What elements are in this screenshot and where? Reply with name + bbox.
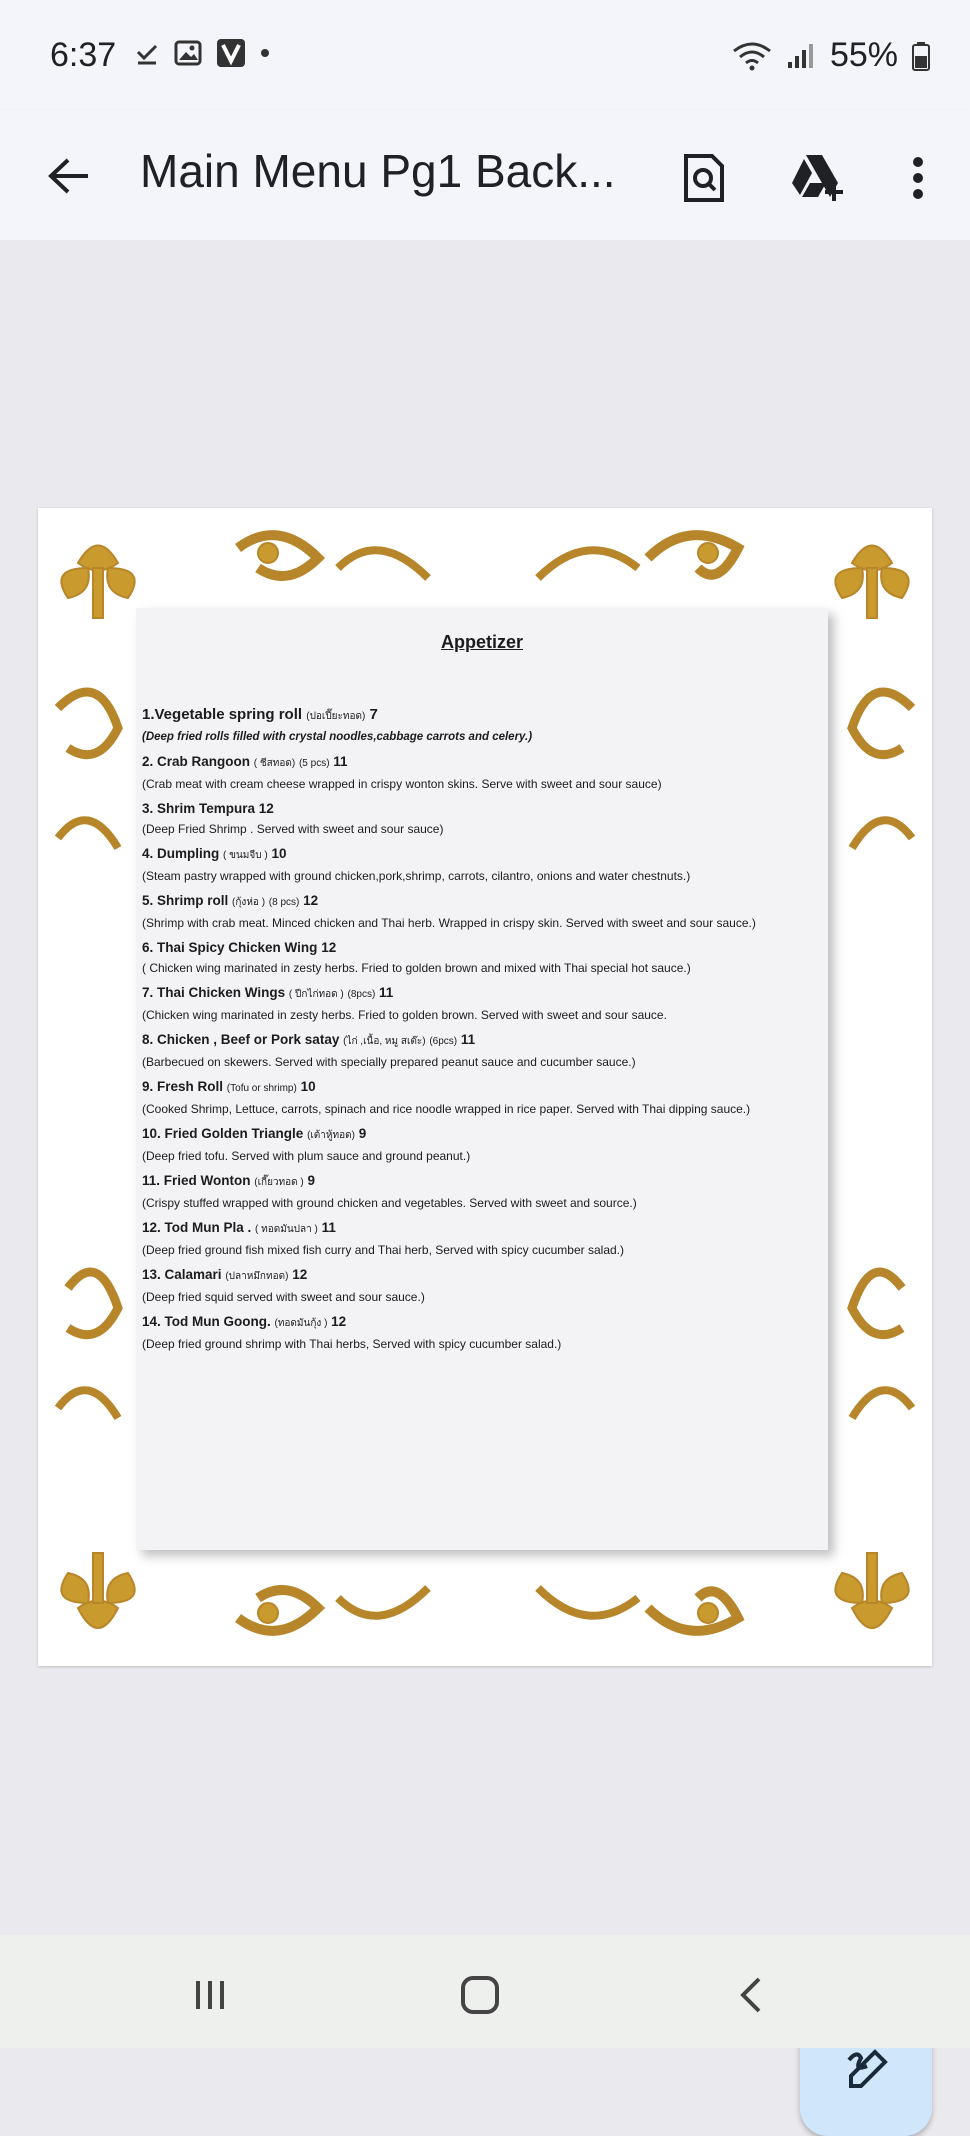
menu-item-line — [142, 1123, 826, 1147]
menu-item-price: 11 — [379, 985, 394, 1000]
menu-item-price: 12 — [331, 1314, 347, 1329]
find-in-document-button[interactable] — [672, 146, 736, 210]
menu-item-price: 11 — [460, 1032, 476, 1047]
more-options-button[interactable] — [886, 146, 950, 210]
menu-item-description: (Deep Fried Shrimp . Served with sweet and sour sauce) — [142, 822, 444, 836]
menu-item — [142, 1217, 826, 1259]
menu-item-thai-name: ( ชีสทอด) — [253, 758, 296, 769]
menu-item-line — [142, 1170, 826, 1194]
menu-item-title: 8. Chicken , Beef or Pork satay — [142, 1032, 340, 1047]
menu-item-line — [142, 843, 826, 867]
menu-item-price: 12 — [292, 1267, 308, 1282]
menu-item — [142, 1264, 826, 1306]
home-icon — [460, 1975, 500, 2015]
menu-item-thai-name: ( ปีกไก่ทอด ) — [288, 989, 344, 1000]
menu-item-description: (Shrimp with crab meat. Minced chicken and Thai herb. Wrapped in crispy skin. Served with sweet and sour sauce.) — [142, 916, 756, 930]
system-back-button[interactable] — [712, 1965, 792, 2025]
menu-item-description: (Cooked Shrimp, Lettuce, carrots, spinach and rice noodle wrapped in rice paper. Served with Thai dipping sauce.) — [142, 1102, 751, 1116]
menu-item-line — [142, 704, 826, 728]
menu-item-quantity: (8 pcs) — [268, 897, 300, 908]
document-page — [38, 508, 932, 1666]
menu-item-price: 10 — [300, 1079, 316, 1094]
menu-item-price: 9 — [358, 1126, 367, 1141]
menu-item-title: 2. Crab Rangoon — [142, 754, 251, 769]
dot-icon — [260, 48, 270, 58]
menu-item-description: (Barbecued on skewers. Served with specially prepared peanut sauce and cucumber sauce.) — [142, 1055, 636, 1069]
menu-item-description: (Deep fried tofu. Served with plum sauce and ground peanut.) — [142, 1149, 471, 1163]
menu-card — [136, 608, 828, 1550]
menu-item-price: 11 — [333, 754, 348, 769]
image-icon — [174, 40, 202, 66]
menu-item-title: 9. Fresh Roll — [142, 1079, 224, 1094]
menu-item — [142, 798, 826, 838]
menu-item-title: 13. Calamari — [142, 1267, 222, 1282]
menu-item-title: 4. Dumpling — [142, 846, 220, 861]
status-right — [732, 36, 930, 75]
menu-item-price: 12 — [258, 801, 274, 816]
battery-percent: 55% — [829, 36, 898, 74]
menu-item-description: (Deep fried ground shrimp with Thai herbs, Served with spicy cucumber salad.) — [142, 1337, 562, 1351]
menu-item-thai-name: (เต้าหู้ทอด) — [307, 1130, 355, 1141]
menu-item-thai-name: (ปอเปี๊ยะทอด) — [306, 711, 366, 722]
menu-item-line — [142, 1076, 826, 1100]
menu-list — [142, 704, 826, 1358]
menu-item-price: 12 — [321, 940, 337, 955]
menu-item-price: 9 — [307, 1173, 316, 1188]
wifi-icon — [732, 41, 772, 71]
status-time: 6:37 — [50, 36, 117, 74]
menu-item-description: (Chicken wing marinated in zesty herbs. Fried to golden brown. Served with sweet and sour sauce. — [142, 1008, 667, 1022]
menu-item-title: 7. Thai Chicken Wings — [142, 985, 286, 1000]
menu-item-description: (Steam pastry wrapped with ground chicken,pork,shrimp, carrots, cilantro, onions and water chestnuts.) — [142, 869, 691, 883]
menu-item-line — [142, 1029, 826, 1053]
menu-item — [142, 1123, 826, 1165]
menu-item-description: (Crispy stuffed wrapped with ground chicken and vegetables. Served with sweet and source.) — [142, 1196, 637, 1210]
battery-icon — [912, 41, 930, 71]
menu-item — [142, 1170, 826, 1212]
menu-item-title: 6. Thai Spicy Chicken Wing — [142, 940, 318, 955]
notification-icons — [134, 38, 270, 68]
menu-item-quantity: (5 pcs) — [298, 758, 330, 769]
menu-item-line — [142, 751, 826, 775]
menu-item-description: (Deep fried rolls filled with crystal noodles,cabbage carrots and celery.) — [142, 731, 533, 743]
menu-item — [142, 843, 826, 885]
menu-item-thai-name: (Tofu or shrimp) — [226, 1083, 297, 1094]
menu-item-thai-name: (ทอดมันกุ้ง ) — [274, 1318, 328, 1329]
menu-item-price: 7 — [369, 706, 378, 723]
menu-item — [142, 1029, 826, 1071]
menu-item — [142, 751, 826, 793]
status-bar — [0, 0, 970, 110]
menu-item-title: 11. Fried Wonton — [142, 1173, 251, 1188]
menu-item — [142, 1076, 826, 1118]
app-v-icon — [216, 38, 246, 68]
menu-item-description: ( Chicken wing marinated in zesty herbs. Fried to golden brown and mixed with Thai special hot sauce.) — [142, 961, 691, 975]
more-vert-icon — [910, 154, 926, 202]
menu-item-title: 10. Fried Golden Triangle — [142, 1126, 304, 1141]
menu-item — [142, 937, 826, 977]
menu-item-quantity: (8pcs) — [347, 989, 376, 1000]
chevron-left-icon — [737, 1975, 767, 2015]
menu-item-title: 3. Shrim Tempura — [142, 801, 256, 816]
document-viewer[interactable] — [0, 240, 970, 1935]
menu-item-description: (Crab meat with cream cheese wrapped in crispy wonton skins. Serve with sweet and sour sauce) — [142, 777, 662, 791]
menu-item-price: 10 — [271, 846, 287, 861]
download-done-icon — [134, 40, 160, 66]
app-bar — [0, 110, 970, 240]
menu-item — [142, 890, 826, 932]
menu-item-thai-name: ( ขนมจีบ ) — [223, 850, 268, 861]
menu-item — [142, 704, 826, 746]
menu-item-thai-name: (ไก่ ,เนื้อ, หมู สเต๊ะ) — [343, 1036, 426, 1047]
menu-item-line — [142, 1217, 826, 1241]
document-title: Main Menu Pg1 Back... — [140, 145, 616, 197]
recents-button[interactable] — [170, 1965, 250, 2025]
menu-item-line — [142, 1311, 826, 1335]
recents-icon — [192, 1977, 228, 2013]
menu-item-quantity: (6pcs) — [429, 1036, 458, 1047]
menu-item-thai-name: (เกี๊ยวทอด ) — [254, 1177, 304, 1188]
home-button[interactable] — [440, 1965, 520, 2025]
menu-item-line — [142, 798, 826, 820]
menu-item-price: 12 — [303, 893, 319, 908]
menu-item-title: 5. Shrimp roll — [142, 893, 229, 908]
menu-heading: Appetizer — [440, 632, 523, 652]
menu-item-price: 11 — [321, 1220, 336, 1235]
menu-item-thai-name: ( ทอดมันปลา ) — [255, 1224, 318, 1235]
arrow-left-icon — [46, 156, 90, 196]
system-nav-bar — [0, 1935, 970, 2048]
menu-item-title: 14. Tod Mun Goong. — [142, 1314, 271, 1329]
edit-pen-icon — [841, 2046, 891, 2096]
back-button[interactable] — [38, 146, 98, 206]
menu-item-line — [142, 1264, 826, 1288]
menu-item — [142, 982, 826, 1024]
menu-item-line — [142, 937, 826, 959]
menu-item-description: (Deep fried squid served with sweet and sour sauce.) — [142, 1290, 425, 1304]
menu-item-thai-name: (ปลาหมึกทอด) — [225, 1271, 289, 1282]
document-search-icon — [682, 152, 726, 204]
add-to-drive-button[interactable] — [785, 146, 849, 210]
signal-icon — [786, 42, 816, 70]
menu-item-title: 1.Vegetable spring roll — [142, 706, 303, 723]
menu-item-description: (Deep fried ground fish mixed fish curry and Thai herb, Served with spicy cucumber salad.) — [142, 1243, 624, 1257]
drive-add-icon — [788, 153, 846, 203]
menu-item-title: 12. Tod Mun Pla . — [142, 1220, 252, 1235]
menu-item-line — [142, 890, 826, 914]
menu-item-thai-name: (กุ้งห่อ ) — [232, 897, 266, 908]
menu-item-line — [142, 982, 826, 1006]
menu-item — [142, 1311, 826, 1353]
